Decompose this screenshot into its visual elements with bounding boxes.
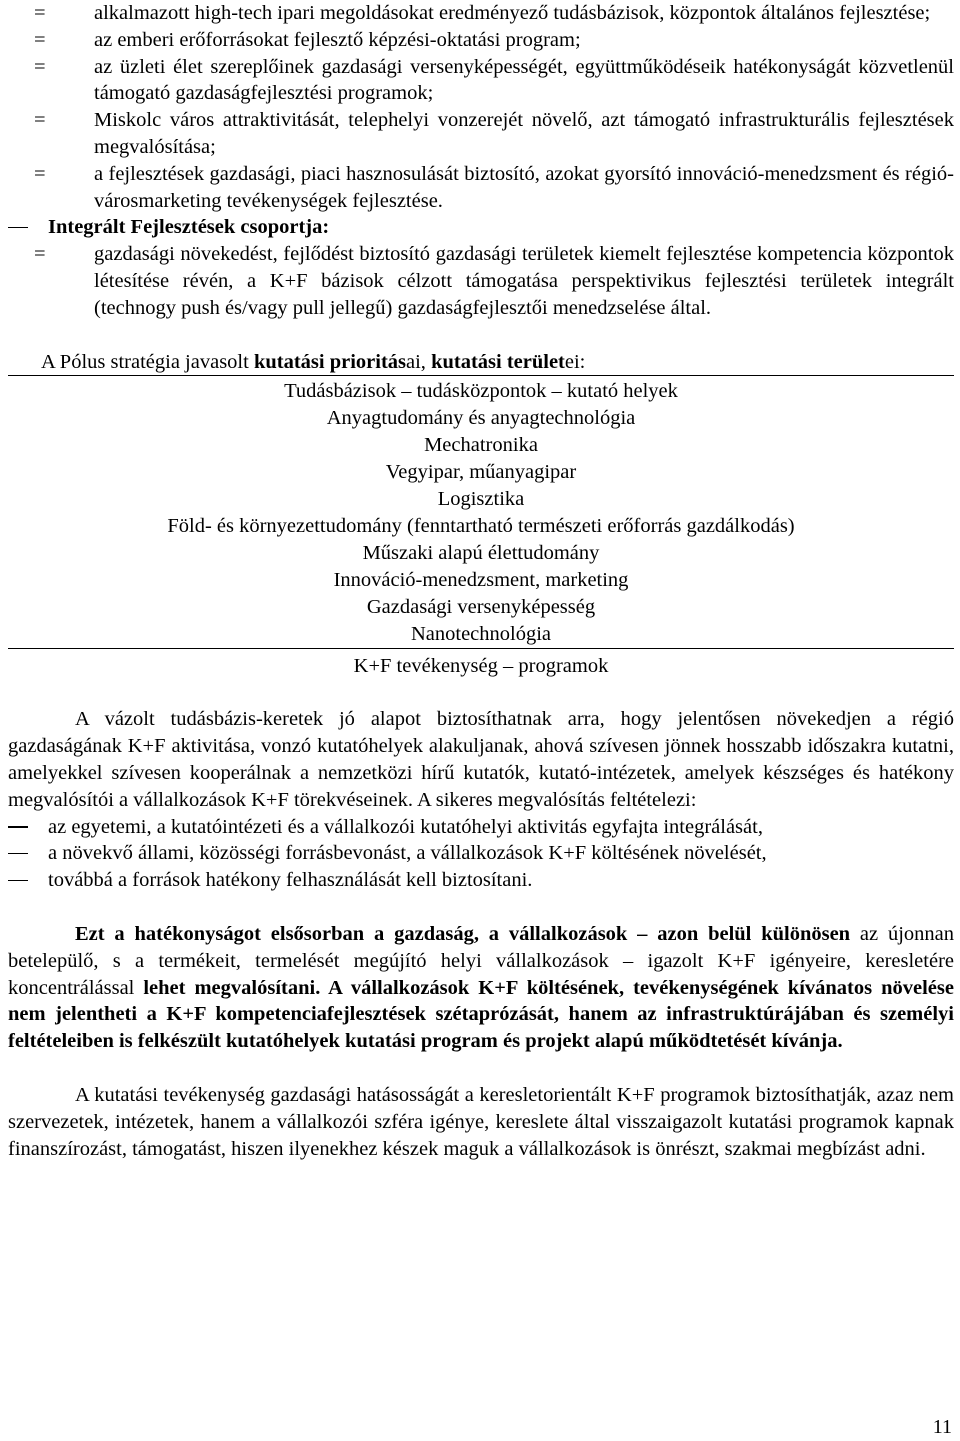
area-item: Műszaki alapú élettudomány bbox=[362, 542, 600, 565]
area-item: Logisztika bbox=[437, 488, 525, 511]
list-item bbox=[8, 241, 954, 321]
divider bbox=[8, 375, 954, 376]
list-item-text: gazdasági növekedést, fejlődést biztosító gazdasági területek kiemelt fejlesztése kompetencia központok létesítése révén, a K+F bázisok célzott támogatása perspektivikus fejlesztési területek integrált (technogy push és/vagy pull jellegű) gazdaságfejlesztői menedzselése által. bbox=[94, 243, 954, 319]
list-item bbox=[8, 840, 954, 867]
list-item-text: továbbá a források hatékony felhasználását kell biztosítani. bbox=[48, 869, 533, 892]
equals-marker: = bbox=[34, 162, 46, 185]
list-item-text: a fejlesztések gazdasági, piaci hasznosulását biztosító, azokat gyorsító innováció-menedzsment és régió-városmarketing tevékenységek fejlesztése. bbox=[94, 162, 954, 212]
list-item-text: a növekvő állami, közösségi forrásbevonást, a vállalkozások K+F költésének növelését, bbox=[48, 842, 767, 865]
area-item: Nanotechnológia bbox=[410, 623, 552, 646]
equals-marker: = bbox=[34, 2, 46, 24]
priorities-intro: A Pólus stratégia javasolt kutatási prioritásai, kutatási területei: bbox=[41, 350, 586, 373]
group-heading-row bbox=[8, 214, 954, 241]
list-item bbox=[8, 27, 954, 54]
area-item: Föld- és környezettudomány (fenntartható természeti erőforrás gazdálkodás) bbox=[167, 515, 795, 538]
list-item bbox=[8, 814, 954, 841]
paragraph-emphasis: Ezt a hatékonyságot elsősorban a gazdaság, a vállalkozások – azon belül különösen az újonnan betelepülő, s a termékeit, termelését megújító helyi vállalkozások – igazolt K+F igényeire, keresletére koncentrálással lehet megvalósítani. A vállalkozások K+F költésének, tevékenységének kívánatos növelése nem jelentheti a K+F kompetenciafejlesztések szétaprózását, hanem az infrastruktúrájában és személyi feltételeiben is felkészült kutatóhelyek kutatási program és projekt alapú működtetését kívánja. bbox=[8, 922, 955, 1053]
page-number: 11 bbox=[932, 1416, 952, 1438]
equals-marker: = bbox=[34, 243, 46, 266]
area-item: Gazdasági versenyképesség bbox=[366, 596, 596, 619]
list-item-text: az üzleti élet szereplőinek gazdasági versenyképességét, együttműködéseik hatékonyságát közvetlenül támogató gazdaságfejlesztési programok; bbox=[94, 55, 954, 105]
areas-top-label: Tudásbázisok – tudásközpontok – kutató helyek bbox=[284, 380, 678, 403]
group-heading: Integrált Fejlesztések csoportja: bbox=[48, 216, 330, 239]
paragraph: A kutatási tevékenység gazdasági hatásosságát a keresletorientált K+F programok biztosíthatják, azaz nem szervezetek, intézetek, hanem a vállalkozói szféra igénye, kereslete által visszaigazolt kutatási programok kapnak finanszírozást, támogatást, hiszen ilyenekhez készek maguk a vállalkozások is önrészt, szakmai megbízást adni. bbox=[8, 1083, 954, 1160]
dash-marker bbox=[8, 840, 48, 867]
dash-marker bbox=[8, 814, 48, 841]
area-item: Mechatronika bbox=[424, 434, 538, 457]
conditions-list bbox=[8, 814, 954, 894]
area-item: Anyagtudomány és anyagtechnológia bbox=[326, 407, 636, 430]
research-areas bbox=[8, 375, 954, 680]
list-item bbox=[8, 107, 954, 161]
list-item-text: Miskolc város attraktivitását, telephelyi vonzerejét növelő, azt támogató infrastrukturális fejlesztések megvalósítása; bbox=[94, 109, 954, 158]
area-item: Vegyipar, műanyagipar bbox=[385, 461, 577, 484]
list-item bbox=[8, 54, 954, 108]
dash-marker bbox=[8, 867, 48, 894]
divider bbox=[8, 648, 954, 649]
list-item bbox=[8, 0, 954, 27]
list-item-text: az emberi erőforrásokat fejlesztő képzési-oktatási program; bbox=[94, 28, 581, 51]
list-item bbox=[8, 161, 954, 215]
list-item-text: az egyetemi, a kutatóintézeti és a vállalkozói kutatóhelyi aktivitás egyfajta integrálását, bbox=[48, 815, 763, 838]
equals-marker: = bbox=[34, 109, 46, 132]
paragraph: A vázolt tudásbázis-keretek jó alapot biztosíthatnak arra, hogy jelentősen növekedjen a régió gazdaságának K+F aktivitása, vonzó kutatóhelyek alakuljanak, ahová szívesen jönnek hosszabb időszakra kutatni, amelyekkel szívesen kooperálnak a nemzetközi hírű kutatók, kutató-intézetek, amelyek készséges és hatékony megvalósítói a vállalkozások K+F törekvéseinek. A sikeres megvalósítás feltételezi: bbox=[8, 708, 954, 811]
areas-bottom-label: K+F tevékenység – programok bbox=[353, 655, 609, 678]
document-page bbox=[8, 0, 954, 1162]
equals-marker: = bbox=[34, 55, 46, 78]
list-item bbox=[8, 867, 954, 894]
area-item: Innováció-menedzsment, marketing bbox=[333, 569, 629, 592]
dash-marker bbox=[8, 214, 48, 241]
equals-marker: = bbox=[34, 28, 46, 51]
list-item-text: alkalmazott high-tech ipari megoldásokat eredményező tudásbázisok, központok általános fejlesztése; bbox=[94, 2, 931, 24]
development-list bbox=[8, 0, 954, 214]
